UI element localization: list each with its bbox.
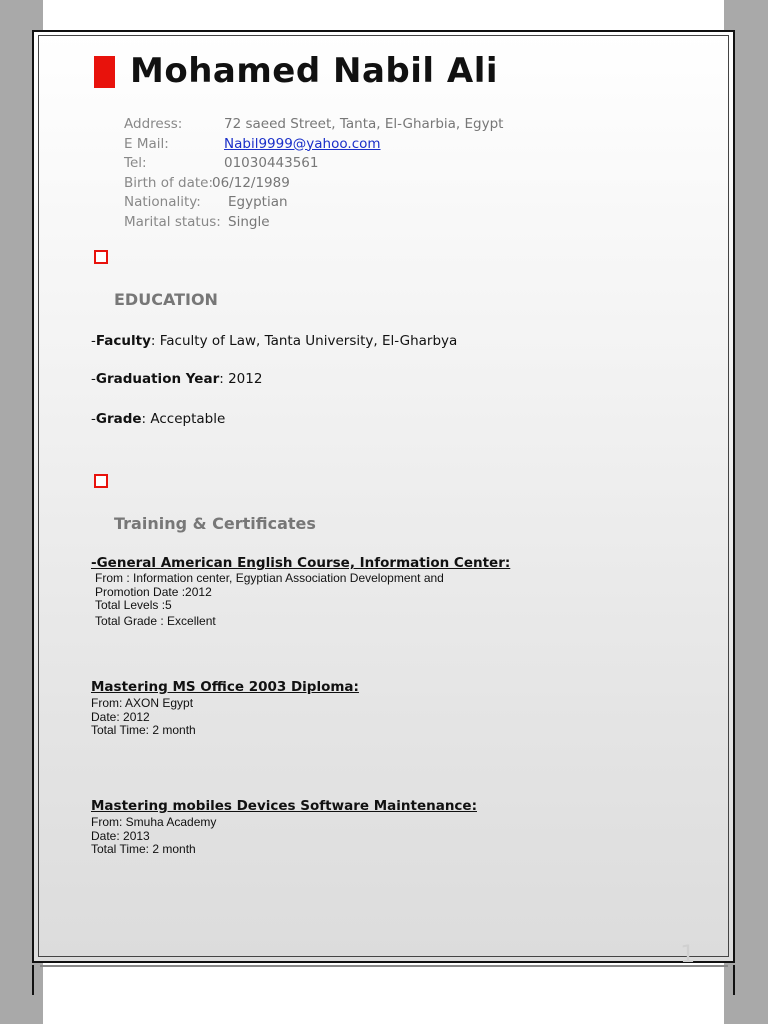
birth-date-value: 06/12/1989 xyxy=(212,174,290,191)
tel-label: Tel: xyxy=(124,155,147,171)
course-detail-line: From : Information center, Egyptian Association Development and xyxy=(95,571,444,585)
email-label: E Mail: xyxy=(124,135,169,152)
candidate-name: Mohamed Nabil Ali xyxy=(130,51,499,91)
course-title-ms-office: Mastering MS Office 2003 Diploma: xyxy=(91,679,359,695)
page-border-bottom xyxy=(32,965,735,995)
course-detail-line: Total Time: 2 month xyxy=(91,842,196,856)
training-bullet-icon xyxy=(94,474,108,488)
course-detail-line: Date: 2012 xyxy=(91,709,150,724)
education-bullet-icon xyxy=(94,250,108,264)
grade-label: Grade xyxy=(95,411,142,427)
course-title-english: -General American English Course, Information Center: xyxy=(91,555,511,571)
training-title: Training & Certificates xyxy=(114,514,316,533)
birth-date-label: Birth of date: xyxy=(124,174,213,191)
education-title: EDUCATION xyxy=(114,290,218,309)
tel-value: 01030443561 xyxy=(224,155,319,171)
marital-status-value: Single xyxy=(228,213,270,230)
grade-line: -Grade: Acceptable xyxy=(91,411,226,427)
graduation-value: : 2012 xyxy=(219,371,263,387)
marital-status-label: Marital status: xyxy=(124,213,221,230)
name-accent-bar xyxy=(94,56,115,88)
course-detail-line: Total Grade : Excellent xyxy=(95,613,216,628)
graduation-line: -Graduation Year: 2012 xyxy=(91,371,263,387)
footer-divider xyxy=(40,965,728,967)
faculty-value: : Faculty of Law, Tanta University, El-Gharbya xyxy=(150,333,458,349)
address-label: Address: xyxy=(124,116,183,132)
course-detail-line: From: AXON Egypt xyxy=(91,696,194,710)
course-details-english xyxy=(95,572,444,628)
nationality-value: Egyptian xyxy=(228,194,288,210)
course-detail-line: Total Time: 2 month xyxy=(91,723,196,737)
page-number: 1 xyxy=(680,940,696,968)
course-detail-line: Date: 2013 xyxy=(91,828,150,843)
grade-value: : Acceptable xyxy=(141,411,226,427)
graduation-label: Graduation Year xyxy=(95,371,220,387)
course-detail-line: Promotion Date :2012 xyxy=(95,584,212,599)
faculty-line: -Faculty: Faculty of Law, Tanta University, El-Gharbya xyxy=(91,333,458,349)
course-details-ms-office xyxy=(91,697,196,738)
course-detail-line: From: Smuha Academy xyxy=(91,815,217,829)
nationality-label: Nationality: xyxy=(124,194,201,210)
email-link[interactable]: Nabil9999@yahoo.com xyxy=(224,135,381,152)
course-detail-line: Total Levels :5 xyxy=(95,598,172,612)
course-details-mobile-maintenance xyxy=(91,816,216,857)
address-value: 72 saeed Street, Tanta, El-Gharbia, Egypt xyxy=(224,116,504,132)
course-title-mobile-maintenance: Mastering mobiles Devices Software Maintenance: xyxy=(91,798,477,814)
faculty-label: Faculty xyxy=(95,333,151,349)
